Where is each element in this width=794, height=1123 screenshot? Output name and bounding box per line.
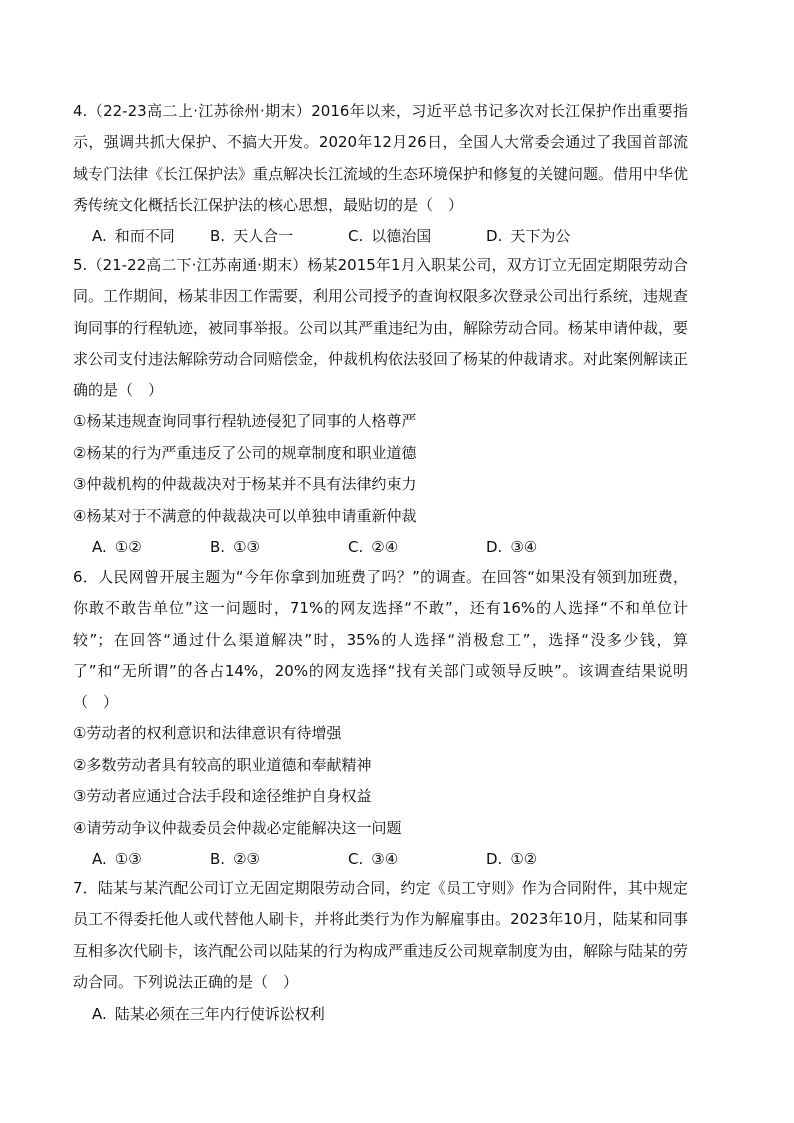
question-5-options bbox=[92, 537, 652, 557]
question-5-option-b[interactable]: B. ①③ bbox=[210, 538, 260, 556]
question-5-statement-1: ①杨某违规查询同事行程轨迹侵犯了同事的人格尊严 bbox=[73, 412, 417, 430]
question-5-statement-3: ③仲裁机构的仲裁裁决对于杨某并不具有法律约束力 bbox=[73, 475, 417, 493]
question-6-option-c[interactable]: C. ③④ bbox=[348, 850, 399, 868]
question-5-option-d[interactable]: D. ③④ bbox=[486, 538, 538, 556]
question-7-option-a[interactable]: A. 陆某必须在三年内行使诉讼权利 bbox=[92, 1005, 325, 1023]
question-4-option-d[interactable]: D. 天下为公 bbox=[486, 227, 571, 245]
question-6-options bbox=[92, 849, 652, 869]
question-4-stem: 4.（22-23高二上·江苏徐州·期末）2016年以来，习近平总书记多次对长江保护作出重要指示，强调共抓大保护、不搞大开发。2020年12月26日，全国人大常委会通过了我国首部流域专门法律《长江保护法》重点解决长江流域的生态环境保护和修复的关键问题。借用中华优秀传统文化概括长江保护法的核心思想，最贴切的是（ ） bbox=[73, 102, 689, 214]
question-6-option-d[interactable]: D. ①② bbox=[486, 850, 538, 868]
question-5-option-c[interactable]: C. ②④ bbox=[348, 538, 399, 556]
question-6-statement-1: ①劳动者的权利意识和法律意识有待增强 bbox=[73, 724, 342, 742]
question-5-option-a[interactable]: A. ①② bbox=[92, 538, 142, 556]
question-6-option-a[interactable]: A. ①③ bbox=[92, 850, 142, 868]
question-6-statement-3: ③劳动者应通过合法手段和途径维护自身权益 bbox=[73, 787, 372, 805]
question-4-option-a[interactable]: A. 和而不同 bbox=[92, 227, 175, 245]
question-4-option-c[interactable]: C. 以德治国 bbox=[348, 227, 432, 245]
question-6-statement-4: ④请劳动争议仲裁委员会仲裁必定能解决这一问题 bbox=[73, 819, 402, 837]
question-6-option-b[interactable]: B. ②③ bbox=[210, 850, 260, 868]
question-7-options bbox=[92, 1004, 652, 1024]
question-7-stem: 7．陆某与某汽配公司订立无固定期限劳动合同，约定《员工守则》作为合同附件，其中规定员工不得委托他人或代替他人刷卡，并将此类行为作为解雇事由。2023年10月，陆某和同事互相多次代刷卡，该汽配公司以陆某的行为构成严重违反公司规章制度为由，解除与陆某的劳动合同。下列说法正确的是（ ） bbox=[73, 879, 689, 991]
question-5-statement-2: ②杨某的行为严重违反了公司的规章制度和职业道德 bbox=[73, 444, 417, 462]
question-5-statement-4: ④杨某对于不满意的仲裁裁决可以单独申请重新仲裁 bbox=[73, 507, 417, 525]
question-4-options bbox=[92, 226, 652, 246]
question-6-stem: 6．人民网曾开展主题为“今年你拿到加班费了吗？”的调查。在回答“如果没有领到加班费，你敢不敢告单位”这一问题时，71%的网友选择“不敢”，还有16%的人选择“不和单位计较”；在回答“通过什么渠道解决”时，35%的人选择“消极怠工”，选择“没多少钱，算了”和“无所谓”的各占14%，20%的网友选择“找有关部门或领导反映”。该调查结果说明（ ） bbox=[73, 568, 688, 712]
question-5-stem: 5.（21-22高二下·江苏南通·期末）杨某2015年1月入职某公司，双方订立无固定期限劳动合同。工作期间，杨某非因工作需要，利用公司授予的查询权限多次登录公司出行系统，违规查询同事的行程轨迹，被同事举报。公司以其严重违纪为由，解除劳动合同。杨某申请仲裁，要求公司支付违法解除劳动合同赔偿金，仲裁机构依法驳回了杨某的仲裁请求。对此案例解读正确的是（ ） bbox=[73, 256, 689, 400]
question-4-option-b[interactable]: B. 天人合一 bbox=[210, 227, 294, 245]
question-6-statement-2: ②多数劳动者具有较高的职业道德和奉献精神 bbox=[73, 756, 372, 774]
